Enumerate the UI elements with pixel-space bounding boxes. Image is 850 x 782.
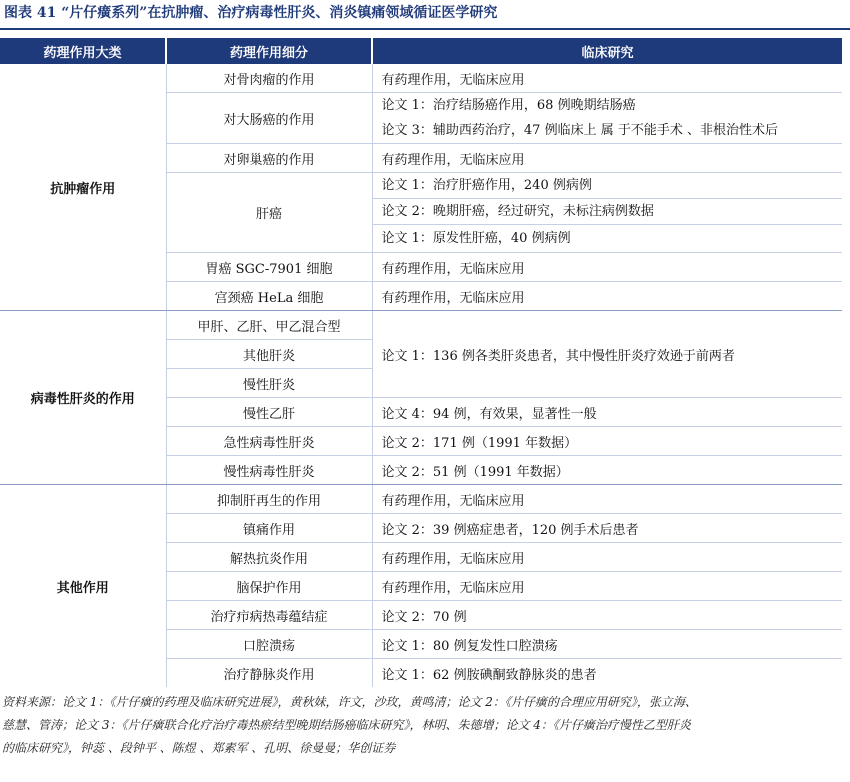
research-cell: 论文 2：39 例癌症患者，120 例手术后患者 bbox=[372, 514, 842, 543]
category-antitumor: 抗肿瘤作用 bbox=[0, 64, 166, 311]
category-other: 其他作用 bbox=[0, 485, 166, 688]
subdivision-cell: 急性病毒性肝炎 bbox=[166, 427, 372, 456]
research-cell: 有药理作用，无临床应用 bbox=[372, 253, 842, 282]
subdivision-cell: 胃癌 SGC-7901 细胞 bbox=[166, 253, 372, 282]
research-cell bbox=[372, 93, 842, 144]
subdivision-cell: 对大肠癌的作用 bbox=[166, 93, 372, 144]
subdivision-cell: 解热抗炎作用 bbox=[166, 543, 372, 572]
research-cell: 有药理作用，无临床应用 bbox=[372, 64, 842, 93]
subdivision-cell: 慢性乙肝 bbox=[166, 398, 372, 427]
subdivision-cell: 口腔溃疡 bbox=[166, 630, 372, 659]
research-cell: 论文 2：51 例（1991 年数据） bbox=[372, 456, 842, 485]
research-cell: 论文 4：94 例，有效果，显著性一般 bbox=[372, 398, 842, 427]
research-line: 论文 1：治疗结肠癌作用，68 例晚期结肠癌 bbox=[381, 98, 636, 113]
table-row bbox=[0, 64, 842, 93]
table-header-row bbox=[0, 38, 842, 64]
source-line: 的临床研究》，钟蕊 、段钟平 、陈煜 、郑素军 、孔明、徐曼曼；华创证券 bbox=[2, 741, 396, 755]
research-line: 论文 1：原发性肝癌，40 例病例 bbox=[381, 231, 571, 246]
subdivision-cell: 宫颈癌 HeLa 细胞 bbox=[166, 282, 372, 311]
research-cell: 论文 1：80 例复发性口腔溃疡 bbox=[372, 630, 842, 659]
subdivision-cell: 脑保护作用 bbox=[166, 572, 372, 601]
research-cell: 有药理作用，无临床应用 bbox=[372, 543, 842, 572]
source-note bbox=[2, 691, 850, 760]
title-rule bbox=[0, 28, 850, 30]
research-cell: 有药理作用，无临床应用 bbox=[372, 144, 842, 173]
subdivision-cell: 肝癌 bbox=[166, 173, 372, 253]
header-subdivision: 药理作用细分 bbox=[166, 38, 372, 64]
header-clinical-research: 临床研究 bbox=[372, 38, 842, 64]
subdivision-cell: 甲肝、乙肝、甲乙混合型 bbox=[166, 311, 372, 340]
subdivision-cell: 抑制肝再生的作用 bbox=[166, 485, 372, 514]
category-viral-hepatitis: 病毒性肝炎的作用 bbox=[0, 311, 166, 485]
research-cell: 论文 1：62 例胺碘酮致静脉炎的患者 bbox=[381, 667, 597, 683]
research-cell: 有药理作用，无临床应用 bbox=[372, 485, 842, 514]
subdivision-cell: 慢性病毒性肝炎 bbox=[166, 456, 372, 485]
research-cell: 有药理作用，无临床应用 bbox=[372, 282, 842, 311]
subdivision-cell: 治疗静脉炎作用 bbox=[166, 659, 372, 688]
subdivision-cell: 对骨肉瘤的作用 bbox=[166, 64, 372, 93]
table-row bbox=[0, 485, 842, 514]
research-cell bbox=[372, 173, 842, 253]
pharmacology-table bbox=[0, 38, 842, 687]
research-cell: 论文 2：70 例 bbox=[372, 601, 842, 630]
table-row bbox=[0, 311, 842, 340]
research-cell-merged: 论文 1：136 例各类肝炎患者，其中慢性肝炎疗效逊于前两者 bbox=[372, 311, 842, 398]
source-line: 慈慧、管涛；论文 3：《片仔癀联合化疗治疗毒热瘀结型晚期结肠癌临床研究》，林明、朱德增；论文 4：《片仔癀治疗慢性乙型肝炎 bbox=[2, 718, 691, 732]
subdivision-cell: 对卵巢癌的作用 bbox=[166, 144, 372, 173]
research-cell: 论文 2：171 例（1991 年数据） bbox=[372, 427, 842, 456]
subdivision-cell: 治疗疖病热毒蕴结症 bbox=[166, 601, 372, 630]
header-category: 药理作用大类 bbox=[0, 38, 166, 64]
subdivision-cell: 其他肝炎 bbox=[166, 340, 372, 369]
source-line: 资料来源：论文 1：《片仔癀的药理及临床研究进展》，黄秋妹，许文，沙玫，黄鸣清；论文 2：《片仔癀的合理应用研究》，张立海、 bbox=[2, 695, 697, 709]
figure-title: 图表 41 “片仔癀系列”在抗肿瘤、治疗病毒性肝炎、消炎镇痛领域循证医学研究 bbox=[4, 5, 498, 21]
subdivision-cell: 慢性肝炎 bbox=[166, 369, 372, 398]
research-line: 论文 3：辅助西药治疗，47 例临床上 属 于不能手术 、非根治性术后 bbox=[381, 123, 778, 138]
research-line: 论文 1：治疗肝癌作用，240 例病例 bbox=[373, 173, 843, 199]
research-cell: 有药理作用，无临床应用 bbox=[372, 572, 842, 601]
research-line: 论文 2：晚期肝癌，经过研究，未标注病例数据 bbox=[373, 199, 843, 225]
subdivision-cell: 镇痛作用 bbox=[166, 514, 372, 543]
